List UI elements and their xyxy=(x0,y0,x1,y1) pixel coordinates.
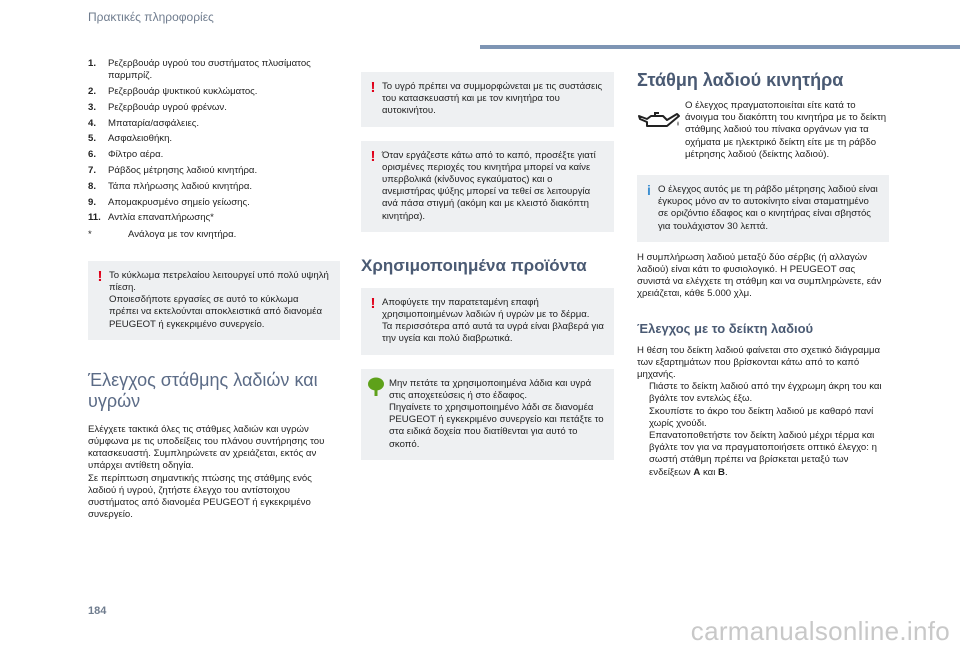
warning-icon: ! xyxy=(370,147,376,165)
list-item: 8. Τάπα πλήρωσης λαδιού κινητήρα. xyxy=(88,180,253,192)
column-middle xyxy=(361,58,614,460)
section-title: Στάθμη λαδιού κινητήρα xyxy=(637,70,844,90)
watermark: carmanualsonline.info xyxy=(690,616,950,646)
list-item: 5. Ασφαλειοθήκη. xyxy=(88,133,173,145)
subsection-title: Έλεγχος με το δείκτη λαδιού xyxy=(637,320,814,336)
list-item: Επανατοποθετήστε τον δείκτη λαδιού μέχρι τέρμα και βγάλτε τον για να πραγματοποιήσετε οπτικό έλεγχο: η σωστή στάθμη πρέπει να βρίσκεται μεταξύ των ενδείξεων A και B. xyxy=(649,430,877,478)
list-item: 6. Φίλτρο αέρα. xyxy=(88,149,164,161)
list-item: 11. Αντλία επαναπλήρωσης* xyxy=(88,212,214,224)
oil-intro-text: Ο έλεγχος πραγματοποιείται είτε κατά το άνοιγμα του διακόπτη του κινητήρα με το δείκτη στάθμης λαδιού του πίνακα οργάνων για τα οχήματα με ηλεκτρικό δείκτη είτε με τη ράβδο μέτρησης λαδιού (δείκτης λαδιού). xyxy=(685,100,887,160)
footnote: * Ανάλογα με τον κινητήρα. xyxy=(88,228,237,240)
running-header: Πρακτικές πληροφορίες xyxy=(88,10,214,24)
page-number: 184 xyxy=(88,605,107,617)
list-item: 3. Ρεζερβουάρ υγρού φρένων. xyxy=(88,101,227,113)
list-item: Πιάστε το δείκτη λαδιού από την έγχρωμη άκρη του και βγάλτε τον εντελώς έξω. xyxy=(649,381,882,405)
section-text: Ελέγχετε τακτικά όλες τις στάθμες λαδιών και υγρών σύμφωνα με τις υποδείξεις του πλάνου συντήρησης του κατασκευαστή. Συμπληρώνετε αν χρειάζεται, εκτός αν υπάρχει αντίθετη οδηγία. Σε περίπτωση σημαντικής πτώσης της στάθμης ενός λαδιού ή υγρού, ζητήστε έλεγχο του αντίστοιχου συστήματος από διανομέα PEUGEOT ή εγκεκριμένο συνεργείο. xyxy=(88,423,325,521)
warning-icon: ! xyxy=(97,267,103,285)
info-icon: i xyxy=(647,182,651,199)
oil-intro xyxy=(637,100,889,161)
header-rule xyxy=(480,45,960,49)
dipstick-location-text: Η θέση του δείκτη λαδιού φαίνεται στο σχετικό διάγραμμα των εξαρτημάτων που βρίσκονται κάτω από το καπό μηχανής. xyxy=(637,344,881,381)
eco-box: Μην πετάτε τα χρησιμοποιημένα λάδια και υγρά στις αποχετεύσεις ή στο έδαφος. Πηγαίνετε το χρησιμοποιημένο λάδι σε διανομέα PEUGEOT ή εγκεκριμένο συνεργείο και πετάξτε το στα ειδικά δοχεία που διατίθενται για αυτό το σκοπό. xyxy=(361,369,614,460)
list-item: Σκουπίστε το άκρο του δείκτη λαδιού με καθαρό πανί χωρίς χνούδι. xyxy=(649,405,874,429)
refill-text: Η συμπλήρωση λαδιού μεταξύ δύο σέρβις (ή αλλαγών λαδιού) είναι κάτι το φυσιολογικό. Η PEUGEOT σας συνιστά να ελέγχετε τη στάθμη και να συμπληρώνετε, εάν χρειάζεται, κάθε 5.000 χλμ. xyxy=(637,251,882,300)
section-title: Χρησιμοποιημένα προϊόντα xyxy=(361,255,587,275)
warning-icon: ! xyxy=(370,79,376,96)
parts-list xyxy=(88,58,340,225)
warning-icon: ! xyxy=(370,294,376,312)
list-item: 1. Ρεζερβουάρ υγρού του συστήματος πλυσίματος παρμπρίζ. xyxy=(88,58,311,82)
warning-box: ! Το κύκλωμα πετρελαίου λειτουργεί υπό πολύ υψηλή πίεση. Οποιεσδήποτε εργασίες σε αυτό το κύκλωμα πρέπει να εκτελούνται αποκλειστικά από διανομέα PEUGEOT ή εγκεκριμένο συνεργείο. xyxy=(88,261,340,340)
list-item: 2. Ρεζερβουάρ ψυκτικού κυκλώματος. xyxy=(88,86,258,97)
list-item: 9. Απομακρυσμένο σημείο γείωσης. xyxy=(88,196,250,208)
warning-box: ! Όταν εργάζεστε κάτω από το καπό, προσέξτε γιατί ορισμένες περιοχές του κινητήρα μπορεί να καίνε υπερβολικά (κίνδυνος εγκαύματος) και ο ανεμιστήρας ψύξης μπορεί να τεθεί σε λειτουργία ανά πάσα στιγμή (ακόμη και με κλειστό διακόπτη κινητήρα). xyxy=(361,141,614,232)
list-item: 7. Ράβδος μέτρησης λαδιού κινητήρα. xyxy=(88,164,258,176)
column-left xyxy=(88,58,340,521)
list-item: 4. Μπαταρία/ασφάλειες. xyxy=(88,117,200,129)
section-title: Έλεγχος στάθμης λαδιών και υγρών xyxy=(88,369,318,411)
warning-box: ! Το υγρό πρέπει να συμμορφώνεται με τις συστάσεις του κατασκευαστή και με τον κινητήρα του αυτοκινήτου. xyxy=(361,72,614,127)
info-box: i Ο έλεγχος αυτός με τη ράβδο μέτρησης λαδιού είναι έγκυρος μόνο αν το αυτοκίνητο είναι σταματημένο σε οριζόντιο έδαφος και ο κινητήρας είναι σβηστός για τουλάχιστον 30 λεπτά. xyxy=(637,175,889,242)
tree-icon xyxy=(367,377,379,400)
oil-can-icon xyxy=(637,110,681,150)
column-right xyxy=(637,70,889,479)
warning-box: ! Αποφύγετε την παρατεταμένη επαφή χρησιμοποιημένων λαδιών ή υγρών με το δέρμα. Τα περισσότερα από αυτά τα υγρά είναι βλαβερά για την υγεία και πολύ διαβρωτικά. xyxy=(361,288,614,355)
dipstick-steps xyxy=(637,381,889,479)
